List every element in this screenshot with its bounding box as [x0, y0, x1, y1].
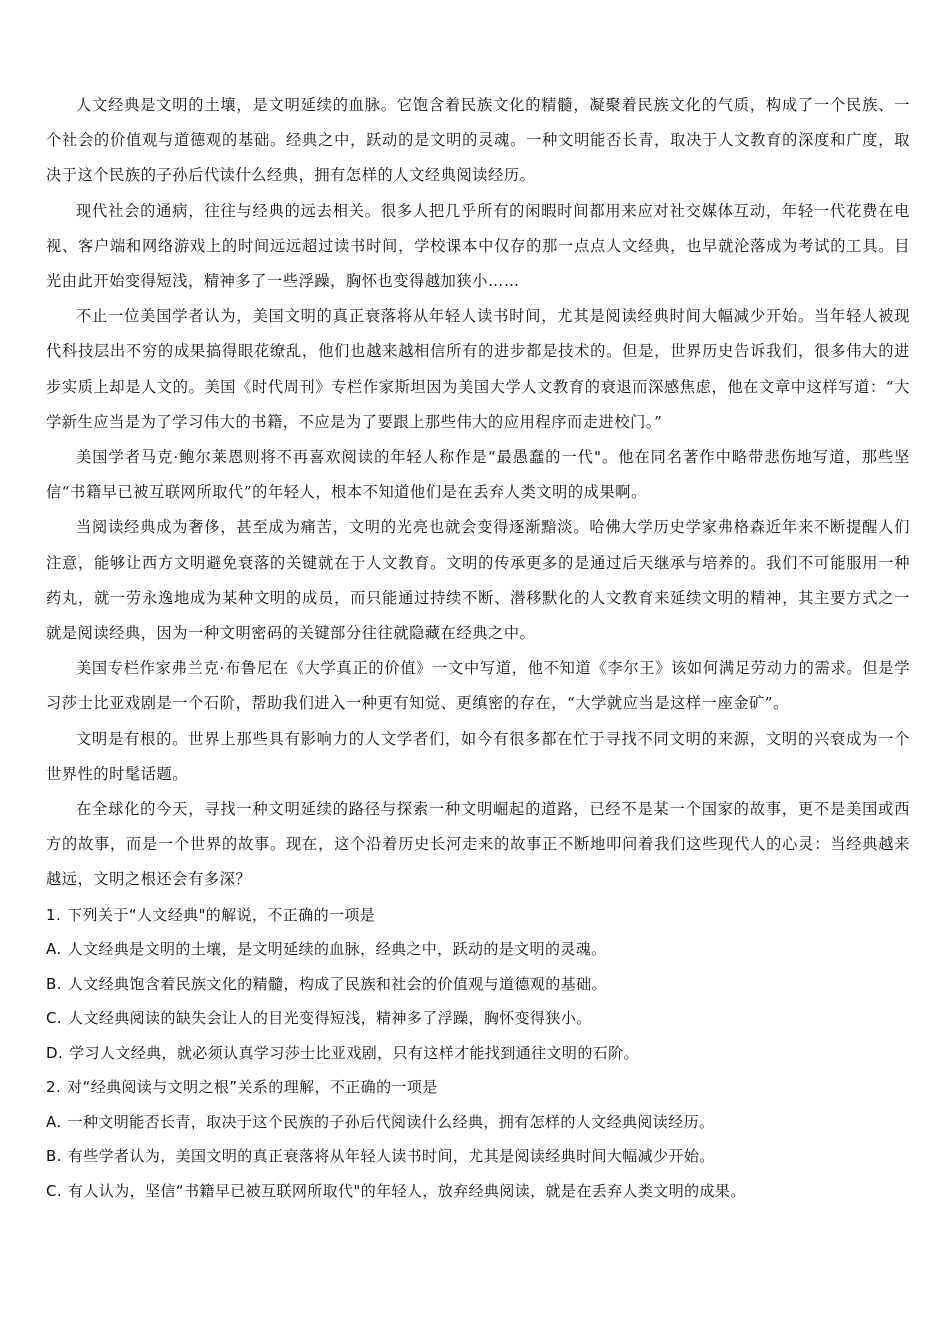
passage-paragraph-2: 现代社会的通病，往往与经典的远去相关。很多人把几乎所有的闲暇时间都用来应对社交媒体互动，年轻一代花费在电视、客户端和网络游戏上的时间远远超过读书时间，学校课本中仅存的那一点点人文经典，也早就沦落成为考试的工具。目光由此开始变得短浅，精神多了一些浮躁，胸怀也变得越加狭小…… [46, 201, 910, 291]
question-2-stem [46, 1070, 910, 1105]
question-text: 下列关于“人文经典"的解说，不正确的一项是 [67, 905, 376, 924]
option-text: 人文经典是文明的土壤，是文明延续的血脉，经典之中，跃动的是文明的灵魂。 [67, 940, 607, 959]
reading-passage [46, 88, 910, 898]
option-text: 有些学者认为，美国文明的真正衰落将从年轻人读书时间，尤其是阅读经典时间大幅减少开始。 [67, 1147, 715, 1166]
passage-paragraph-8: 在全球化的今天，寻找一种文明延续的路径与探索一种文明崛起的道路，已经不是某一个国家的故事，更不是美国或西方的故事，而是一个世界的故事。现在，这个沿着历史长河走来的故事正不断地叩问着我们这些现代人的心灵：当经典越来越远，文明之根还会有多深？ [46, 800, 910, 889]
passage-paragraph-1: 人文经典是文明的土壤，是文明延续的血脉。它饱含着民族文化的精髓，凝聚着民族文化的气质，构成了一个民族、一个社会的价值观与道德观的基础。经典之中，跃动的是文明的灵魂。一种文明能否长青，取决于人文教育的深度和广度，取决于这个民族的子孙后代读什么经典，拥有怎样的人文经典阅读经历。 [46, 96, 910, 185]
question-2-option-b [46, 1139, 910, 1174]
question-1 [46, 898, 910, 1071]
question-1-stem [46, 898, 910, 933]
option-letter: A. [46, 1112, 62, 1131]
option-letter: C. [46, 1009, 63, 1028]
option-text: 有人认为，坚信“书籍早已被互联网所取代"的年轻人，放弃经典阅读，就是在丢弃人类文明的成果。 [68, 1181, 746, 1200]
passage-paragraph-5: 当阅读经典成为奢侈，甚至成为痛苦，文明的光亮也就会变得逐渐黯淡。哈佛大学历史学家弗格森近年来不断提醒人们注意，能够让西方文明避免衰落的关键就在于人文教育。文明的传承更多的是通过后天继承与培养的。我们不可能服用一种药丸，就一劳永逸地成为某种文明的成员，而只能通过持续不断、潜移默化的人文教育来延续文明的精神，其主要方式之一就是阅读经典，因为一种文明密码的关键部分往往就隐藏在经典之中。 [46, 518, 910, 643]
option-text: 学习人文经典，就必须认真学习莎士比亚戏剧，只有这样才能找到通往文明的石阶。 [69, 1043, 639, 1062]
question-number: 1. [46, 905, 62, 924]
option-letter: D. [46, 1043, 64, 1062]
option-letter: B. [46, 974, 62, 993]
question-1-option-c [46, 1001, 910, 1036]
question-2-option-c [46, 1174, 910, 1209]
option-text: 人文经典阅读的缺失会让人的目光变得短浅，精神多了浮躁，胸怀变得狭小。 [68, 1009, 592, 1028]
option-letter: A. [46, 940, 62, 959]
question-number: 2. [46, 1078, 62, 1097]
question-2-option-a [46, 1105, 910, 1140]
passage-paragraph-4: 美国学者马克·鲍尔莱恩则将不再喜欢阅读的年轻人称作是“最愚蠢的一代"。他在同名著作中略带悲伤地写道，那些坚信“书籍早已被互联网所取代”的年轻人，根本不知道他们是在丢弃人类文明的成果啊。 [46, 448, 910, 502]
passage-paragraph-6: 美国专栏作家弗兰克·布鲁尼在《大学真正的价值》一文中写道，他不知道《李尔王》该如何满足劳动力的需求。但是学习莎士比亚戏剧是一个石阶，帮助我们进入一种更有知觉、更缜密的存在，“大学就应当是这样一座金矿”。 [46, 659, 910, 713]
passage-paragraph-3: 不止一位美国学者认为，美国文明的真正衰落将从年轻人读书时间，尤其是阅读经典时间大幅减少开始。当年轻人被现代科技层出不穷的成果搞得眼花缭乱，他们也越来越相信所有的进步都是技术的。但是，世界历史告诉我们，很多伟大的进步实质上却是人文的。美国《时代周刊》专栏作家斯坦因为美国大学人文教育的衰退而深感焦虑，他在文章中这样写道：“大学新生应当是为了学习伟大的书籍，不应是为了要跟上那些伟大的应用程序而走进校门。” [46, 307, 910, 431]
option-letter: B. [46, 1147, 62, 1166]
question-text: 对“经典阅读与文明之根”关系的理解，不正确的一项是 [67, 1078, 438, 1097]
option-text: 人文经典饱含着民族文化的精髓，构成了民族和社会的价值观与道德观的基础。 [67, 974, 607, 993]
option-text: 一种文明能否长青，取决于这个民族的子孙后代阅读什么经典，拥有怎样的人文经典阅读经历。 [67, 1112, 715, 1131]
passage-paragraph-7: 文明是有根的。世界上那些具有影响力的人文学者们，如今有很多都在忙于寻找不同文明的来源，文明的兴衰成为一个世界性的时髦话题。 [46, 729, 910, 783]
question-1-option-d [46, 1036, 910, 1071]
question-1-option-a [46, 932, 910, 967]
question-2 [46, 1070, 910, 1208]
question-1-option-b [46, 967, 910, 1002]
document-page [46, 88, 910, 1208]
option-letter: C. [46, 1181, 63, 1200]
